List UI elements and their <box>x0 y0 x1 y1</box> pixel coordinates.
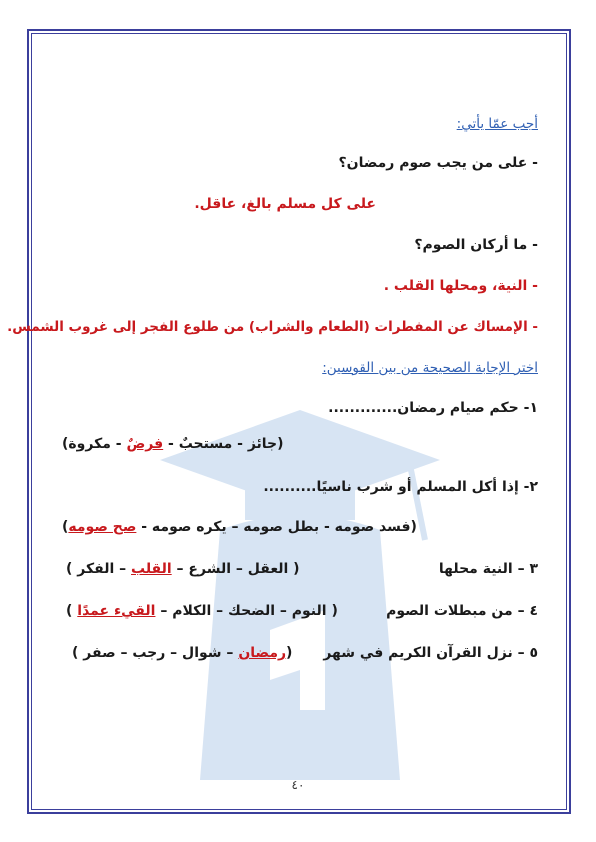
mc-question-1: ١- حكم صيام رمضان............. <box>328 400 538 416</box>
mc-options-3: ( العقل – الشرع – القلب – الفكر ) <box>66 561 300 577</box>
mc-question-4: ٤ – من مبطلات الصوم <box>386 603 538 619</box>
mc-correct-answer-4: القيء عمدًا <box>77 603 156 619</box>
question-1: - على من يجب صوم رمضان؟ <box>338 155 538 171</box>
mc-correct-answer-2: صح صومه <box>68 519 137 535</box>
mc-correct-answer-3: القلب <box>131 561 172 577</box>
mc-options-4: ( النوم – الضحك – الكلام – القيء عمدًا ) <box>66 603 338 619</box>
answer-1: على كل مسلم بالغ، عاقل. <box>194 196 376 212</box>
mc-options-5: (رمضان – شوال – رجب – صفر ) <box>72 645 293 661</box>
question-2: - ما أركان الصوم؟ <box>414 237 538 253</box>
page-number: ٤٠ <box>291 778 305 792</box>
mc-options-1: (جائز - مستحبٌ - فرضٌ - مكروة) <box>62 436 284 452</box>
mc-question-2: ٢- إذا أكل المسلم أو شرب ناسيًا.......... <box>263 479 538 495</box>
mc-question-3: ٣ – النية محلها <box>438 561 538 577</box>
answer-2-part-1: - النية، ومحلها القلب . <box>383 278 538 294</box>
mc-correct-answer-5: رمضان <box>238 645 287 661</box>
answer-2-part-2: - الإمساك عن المفطرات (الطعام والشراب) من طلوع الفجر إلى غروب الشمس. <box>7 319 538 335</box>
mc-question-5: ٥ – نزل القرآن الكريم في شهر <box>323 645 538 661</box>
section-heading-choose: اختر الإجابة الصحيحة من بين القوسين: <box>322 360 538 376</box>
section-heading-answer: أجب عمّا يأتي: <box>456 116 538 132</box>
mc-options-2: (فسد صومه - بطل صومه – يكره صومه - صح صومه) <box>62 519 417 535</box>
mc-correct-answer-1: فرضٌ <box>126 436 164 452</box>
